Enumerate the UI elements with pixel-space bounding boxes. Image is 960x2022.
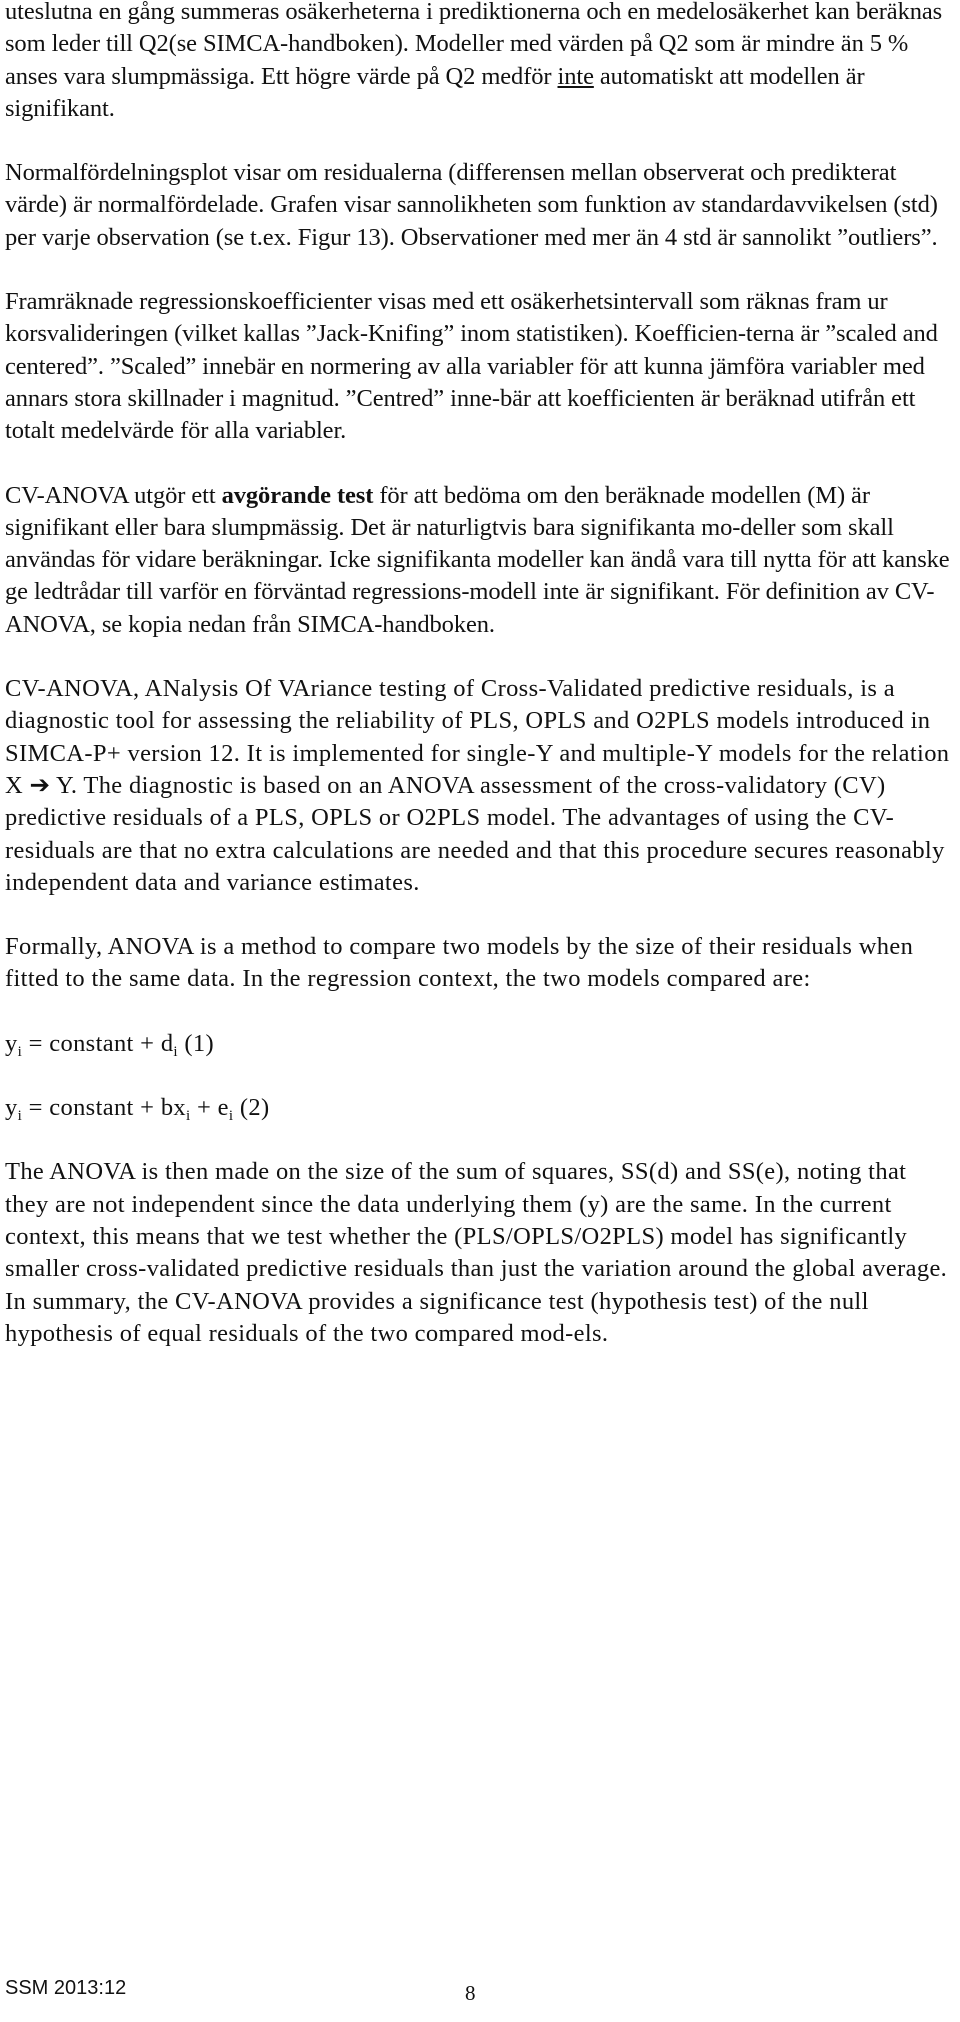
paragraph-text: för att bedöma om den beräknade modellen (M) är signifikant eller bara slumpmässig. Det är naturligtvis bara signifikanta mo-deller som skall användas för vidare beräkningar. Icke signifikanta modeller kan ändå vara till nytta för att kanske ge ledtrådar till varför en förväntad regressions-modell inte är signifikant. För definition av CV-ANOVA, se kopia nedan från SIMCA-handboken. (5, 481, 950, 638)
equation-label: (1) (177, 1029, 215, 1057)
equation-label: (2) (233, 1094, 270, 1122)
paragraph-cv-anova-definition (5, 673, 950, 899)
paragraph-anova-summary: The ANOVA is then made on the size of the sum of squares, SS(d) and SS(e), noting that they are not independent since the data underlying them (y) are the same. In the current context, this means that we test whether the (PLS/OPLS/O2PLS) model has significantly smaller cross-validated predictive residuals than just the variation around the global average. In summary, the CV-ANOVA provides a significance test (hypothesis test) of the null hypothesis of equal residuals of the two compared mod-els. (5, 1158, 948, 1347)
paragraph-text: CV-ANOVA, ANalysis Of VAriance testing of Cross-Validated predictive residuals, is a diagnostic tool for assessing the reliability of PLS, OPLS and O2PLS models introduced in SIMCA-P+ version 12. It is implemented for single-Y and multiple-Y models for the relation X (5, 675, 950, 799)
paragraph-regression-coefficients: Framräknade regressionskoefficienter visas med ett osäkerhetsintervall som räknas fram ur korsvalideringen (vilket kallas ”Jack-Knifing” inom statistiken). Koefficien-terna är ”scaled and centered”. ”Scaled” innebär en normering av alla variabler för att kunna jämföra variabler med annars stora skillnader i magnitud. ”Centred” inne-bär att koefficienten är beräknad utifrån ett totalt medelvärde för alla variabler. (5, 288, 938, 445)
paragraph-text: automatiskt att modellen är signifikant. (5, 62, 865, 122)
paragraph-q2-significance (5, 0, 950, 125)
paragraph-normal-probability: Normalfördelningsplot visar om residualerna (differensen mellan observerat och predikterat värde) är normalfördelade. Grafen visar sannolikheten som funktion av standardavvikelsen (std) per varje observation (se t.ex. Figur 13). Observationer med mer än 4 std är sannolikt ”outliers”. (5, 159, 938, 251)
paragraph-text: CV-ANOVA utgör ett (5, 481, 222, 509)
bold-phrase: avgörande test (221, 481, 374, 509)
paragraph-text: Y. The diagnostic is based on an ANOVA assessment of the cross-validatory (CV) predictive residuals of a PLS, OPLS or O2PLS model. The advantages of using the CV-residuals are that no extra calculations are needed and that this procedure secures reasonably independent data and variance estimates. (5, 771, 945, 896)
equation-1: $y_i$ = constant + $d_i$ (1) (5, 1029, 215, 1060)
right-arrow-icon: ➔ (29, 771, 51, 799)
paragraph-cv-anova-swedish (5, 480, 950, 641)
paragraph-anova-formal: Formally, ANOVA is a method to compare two models by the size of their residuals when fitted to the same data. In the regression context, the two models compared are: (5, 933, 914, 993)
footer-report-id: SSM 2013:12 (5, 1977, 127, 1999)
paragraph-text: uteslutna en gång summeras osäkerheterna i prediktionerna och en medelosäkerhet kan beräknas som leder till Q2(se SIMCA-handboken). Modeller med värden på Q2 som är mindre än 5 % anses vara slumpmässiga. Ett högre värde på Q2 medför (5, 0, 943, 90)
footer-page-number: 8 (465, 1981, 476, 2005)
page-content (5, 0, 950, 1382)
equation-2: $y_i$ = constant + $bx_i + e_i$ (2) (5, 1094, 270, 1125)
underlined-word: inte (557, 62, 594, 90)
